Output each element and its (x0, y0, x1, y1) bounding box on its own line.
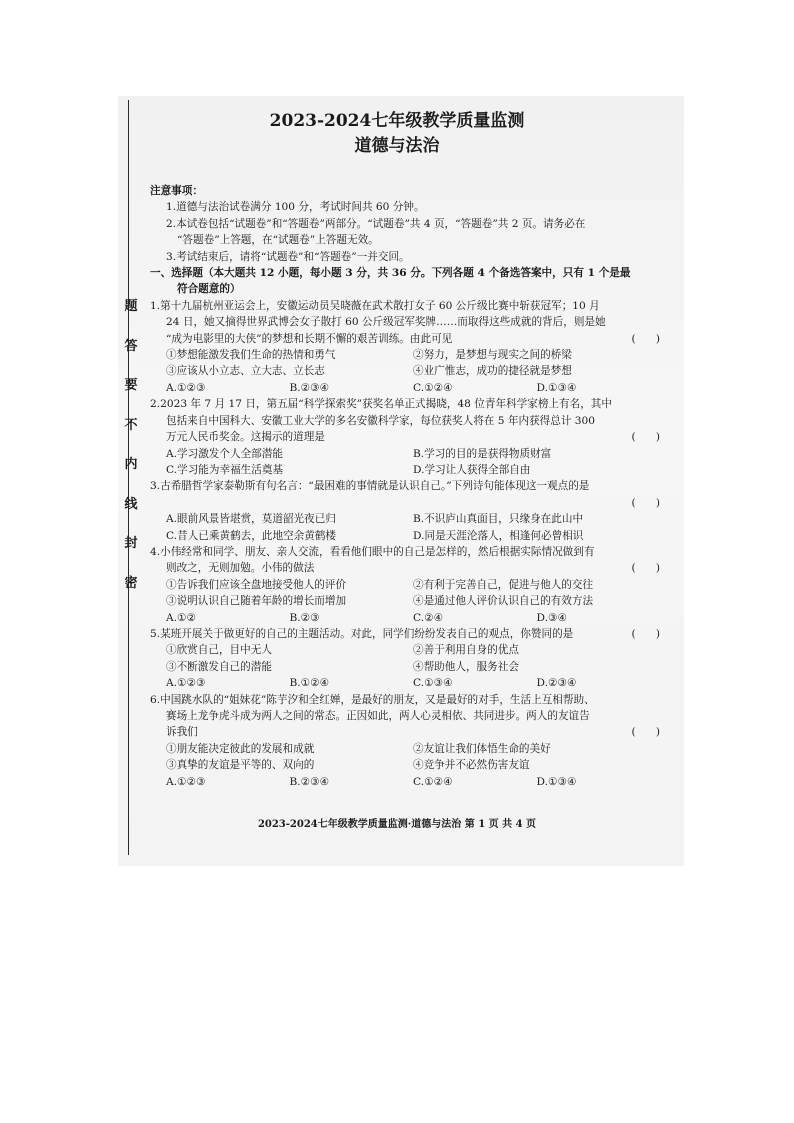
choice-c: C.①③④ (413, 677, 453, 690)
choice-b: B.①②④ (289, 677, 330, 690)
note-2-cont: “答题卷”上答题，在“试题卷”上答题无效。 (177, 234, 379, 247)
seal-char: 不 (124, 417, 138, 433)
choice-b: B.②③④ (289, 381, 330, 394)
question-6-options-row (150, 757, 660, 773)
question-4-options-row (150, 593, 660, 609)
seal-char: 线 (124, 496, 138, 512)
statement-3: ③应该从小立志、立大志、立长志 (166, 365, 325, 378)
choice-d: D.同是天涯沦落人，相逢何必曾相识 (413, 529, 584, 542)
choice-a: A.眼前风景皆堪赏，莫道韶光夜已归 (166, 513, 336, 526)
statement-1: ①梦想能激发我们生命的热情和勇气 (166, 349, 336, 362)
seal-char: 内 (124, 457, 138, 473)
choice-c: C.①②④ (413, 775, 453, 788)
question-5-text: 5.某班开展关于做更好的自己的主题活动。对此，同学们纷纷发表自己的观点，你赞同的是 (150, 627, 574, 640)
choice-d: D.①③④ (536, 775, 577, 788)
question-3-choices-row (150, 528, 660, 544)
section-heading: 一、选择题（本大题共 12 小题，每小题 3 分，共 36 分。下列各题 4 个备选答案中，只有 1 个是最 (150, 267, 631, 280)
statement-4: ④业广惟志，成功的捷径就是梦想 (413, 365, 572, 378)
seal-char: 题 (124, 299, 138, 314)
answer-bracket: ( ) (631, 627, 660, 640)
question-3-choices-row (150, 511, 660, 527)
statement-3: ③说明认识自己随着年龄的增长而增加 (166, 595, 347, 608)
choice-d: D.学习让人获得全部自由 (413, 463, 531, 476)
statement-1: ①欣赏自己，目中无人 (166, 644, 272, 657)
question-1-stem-cont: 24 日，她又摘得世界武博会女子散打 60 公斤级冠军奖牌……而取得这些成就的背后，则是她 (166, 316, 606, 329)
choice-c: C.①②④ (413, 381, 453, 394)
question-1-stem-end (150, 331, 660, 347)
question-6-stem-cont: 赛场上龙争虎斗成为两人之间的常态。正因如此，两人心灵相依、共同进步。两人的友谊告 (166, 710, 590, 722)
question-1-options-row (150, 363, 660, 379)
question-5-options-row (150, 642, 660, 658)
note-3: 3.考试结束后，请将“试题卷”和“答题卷”一并交回。 (166, 250, 410, 263)
statement-1: ①朋友能决定彼此的发展和成就 (166, 742, 315, 755)
statement-2: ②友谊让我们体悟生命的美好 (413, 742, 551, 755)
page-footer: 2023-2024七年级教学质量监测·道德与法治 第 1 页 共 4 页 (257, 819, 537, 830)
choice-c: C.学习能为幸福生活奠基 (166, 463, 284, 476)
question-6-stem-end (150, 724, 660, 740)
question-6-choices (150, 774, 660, 790)
seal-char: 答 (124, 338, 138, 354)
question-2-stem: 2.2023 年 7 月 17 日，第五届“科学探索奖”获奖名单正式揭晓，48 位青年科学家榜上有名，其中 (150, 398, 612, 411)
answer-bracket: ( ) (631, 562, 660, 575)
notes-heading: 注意事项： (150, 185, 203, 197)
question-5-options-row (150, 659, 660, 675)
question-1-text: “成为电影里的大侠”的梦想和长期不懈的艰苦训练。由此可见 (166, 332, 453, 345)
choice-d: D.①③④ (536, 381, 577, 394)
seal-line-text (119, 300, 143, 590)
statement-4: ④帮助他人，服务社会 (413, 660, 519, 673)
note-1: 1.道德与法治试卷满分 100 分，考试时间共 60 分钟。 (166, 201, 425, 214)
choice-b: B.②③ (289, 611, 320, 624)
statement-2: ②努力，是梦想与现实之间的桥梁 (413, 349, 572, 362)
question-4-stem: 4.小伟经常和同学、朋友、亲人交流，看看他们眼中的自己是怎样的，然后根据实际情况做到有 (150, 545, 595, 558)
question-6-text: 诉我们 (166, 726, 198, 739)
question-3-stem: 3.古希腊哲学家泰勒斯有句名言：“最困难的事情就是认识自己。”下列诗句能体现这一观点的是 (150, 480, 590, 493)
answer-bracket: ( ) (631, 431, 660, 444)
choice-a: A.①②③ (166, 677, 206, 690)
statement-2: ②善于利用自身的优点 (413, 644, 519, 657)
note-2: 2.本试卷包括“试题卷”和“答题卷”两部分。“试题卷”共 4 页，“答题卷”共 2 页。请务必在 (166, 217, 586, 230)
question-2-text: 万元人民币奖金。这揭示的道理是 (166, 431, 325, 444)
choice-b: B.学习的目的是获得物质财富 (413, 447, 552, 460)
statement-4: ④是通过他人评价认识自己的有效方法 (413, 595, 594, 608)
question-5-stem (150, 626, 660, 642)
exam-body (150, 183, 660, 790)
seal-char: 要 (124, 378, 138, 394)
choice-b: B.不识庐山真面目，只缘身在此山中 (413, 513, 584, 526)
question-3-bracket-row (150, 495, 660, 511)
question-2-choices-row (150, 446, 660, 462)
choice-b: B.②③④ (289, 775, 330, 788)
exam-subject: 道德与法治 (354, 136, 440, 156)
seal-char: 封 (124, 536, 138, 552)
answer-bracket: ( ) (631, 332, 660, 345)
choice-a: A.①②③ (166, 775, 206, 788)
question-2-stem-cont: 包括来自中国科大、安徽工业大学的多名安徽科学家，每位获奖人将在 5 年内获得总计 300 (166, 414, 596, 427)
statement-3: ③真挚的友谊是平等的、双向的 (166, 759, 315, 772)
question-1-stem: 1.第十九届杭州亚运会上，安徽运动员吴晓薇在武术散打女子 60 公斤级比赛中斩获冠军；10 月 (150, 299, 600, 312)
choice-a: A.学习激发个人全部潜能 (166, 447, 283, 460)
section-heading-cont: 符合题意的） (177, 283, 241, 296)
question-5-choices (150, 675, 660, 691)
statement-3: ③不断激发自己的潜能 (166, 660, 272, 673)
question-1-options-row (150, 347, 660, 363)
exam-title: 2023-2024七年级教学质量监测 (269, 111, 525, 131)
seal-char: 密 (124, 575, 138, 591)
choice-a: A.①② (166, 611, 197, 624)
answer-bracket: ( ) (631, 496, 660, 509)
question-4-options-row (150, 577, 660, 593)
choice-d: D.③④ (536, 611, 567, 624)
choice-d: D.②③④ (536, 677, 577, 690)
answer-bracket: ( ) (631, 726, 660, 739)
statement-4: ④竞争并不必然伤害友谊 (413, 759, 530, 772)
question-1-choices (150, 380, 660, 396)
question-6-stem: 6.中国跳水队的“姐妹花”陈芋汐和全红婵，是最好的朋友，又是最好的对手，生活上互相帮助、 (150, 693, 595, 706)
question-4-choices (150, 610, 660, 626)
choice-c: C.昔人已乘黄鹤去，此地空余黄鹤楼 (166, 529, 337, 542)
statement-2: ②有利于完善自己，促进与他人的交往 (413, 578, 594, 591)
statement-1: ①告诉我们应该全盘地接受他人的评价 (166, 578, 347, 591)
question-2-stem-end (150, 429, 660, 445)
question-6-options-row (150, 741, 660, 757)
choice-a: A.①②③ (166, 381, 206, 394)
question-4-stem-end (150, 560, 660, 576)
question-4-text: 则改之，无则加勉。小伟的做法 (166, 562, 315, 575)
choice-c: C.②④ (413, 611, 444, 624)
question-2-choices-row (150, 462, 660, 478)
